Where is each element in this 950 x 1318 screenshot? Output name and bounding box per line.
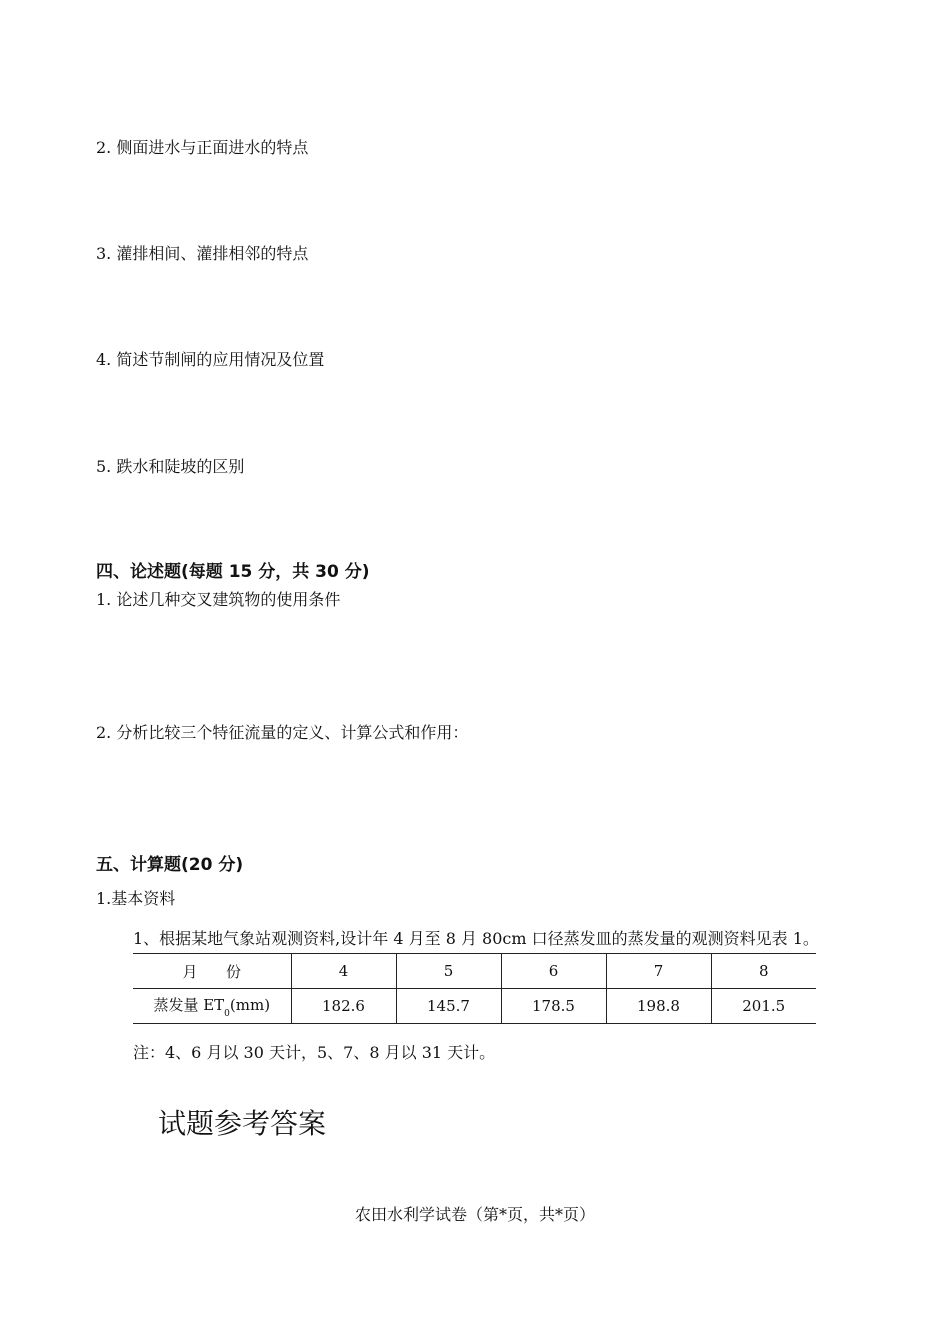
question-3: 3. 灌排相间、灌排相邻的特点 — [96, 244, 309, 263]
table-row-months — [133, 954, 816, 989]
evaporation-value: 182.6 — [291, 989, 396, 1024]
question-5: 5. 跌水和陡坡的区别 — [96, 457, 245, 476]
section-5-intro: 1、根据某地气象站观测资料,设计年 4 月至 8 月 80cm 口径蒸发皿的蒸发量的观测资料见表 1。 — [133, 929, 819, 948]
section-5-heading: 五、计算题(20 分) — [96, 855, 244, 875]
section-5-note: 注：4、6 月以 30 天计，5、7、8 月以 31 天计。 — [133, 1043, 496, 1062]
evaporation-label-main: 蒸发量 ET — [153, 995, 225, 1014]
page-footer: 农田水利学试卷（第*页，共*页） — [354, 1205, 595, 1224]
month-cell: 6 — [501, 954, 606, 989]
month-cell: 5 — [396, 954, 501, 989]
evaporation-label-subscript: 0 — [224, 1008, 230, 1019]
question-4: 4. 简述节制闸的应用情况及位置 — [96, 350, 325, 369]
month-label: 月 份 — [133, 954, 291, 989]
evaporation-label-unit: (mm) — [229, 995, 271, 1014]
evaporation-value: 201.5 — [711, 989, 816, 1024]
section-4-question-1: 1. 论述几种交叉建筑物的使用条件 — [96, 590, 341, 609]
evaporation-value: 145.7 — [396, 989, 501, 1024]
evaporation-value: 198.8 — [606, 989, 711, 1024]
month-cell: 7 — [606, 954, 711, 989]
question-2: 2. 侧面进水与正面进水的特点 — [96, 138, 309, 157]
section-4-question-2: 2. 分析比较三个特征流量的定义、计算公式和作用： — [96, 723, 469, 742]
month-cell: 8 — [711, 954, 816, 989]
section-5-basic-data: 1.基本资料 — [96, 889, 176, 908]
section-4-heading: 四、论述题(每题 15 分，共 30 分) — [96, 562, 370, 582]
month-cell: 4 — [291, 954, 396, 989]
answer-title: 试题参考答案 — [158, 1107, 327, 1140]
table-row-evaporation — [133, 989, 816, 1024]
evaporation-label — [133, 989, 291, 1024]
evaporation-table — [133, 953, 816, 1024]
evaporation-value: 178.5 — [501, 989, 606, 1024]
